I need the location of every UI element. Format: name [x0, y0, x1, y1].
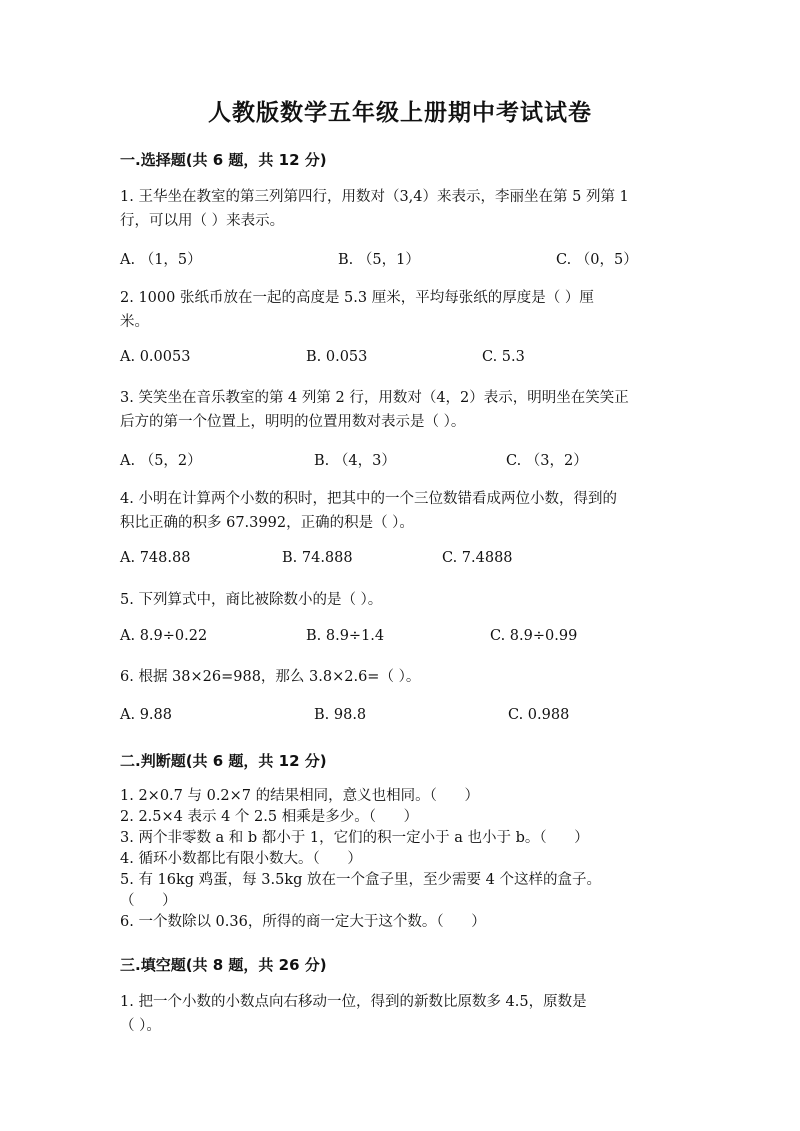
options-5: [120, 628, 680, 650]
question-3: [120, 386, 680, 434]
question-2: [120, 286, 680, 334]
list-item: 1. 2×0.7 与 0.2×7 的结果相同，意义也相同。（ ）: [120, 788, 480, 804]
question-text: 米。: [120, 314, 149, 330]
option-b: B. （5，1）: [338, 252, 420, 268]
section-heading-choice: 一.选择题(共 6 题，共 12 分): [120, 151, 327, 169]
list-item: 6. 一个数除以 0.36，所得的商一定大于这个数。（ ）: [120, 914, 486, 930]
options-3: [120, 449, 680, 471]
option-a: A. （5，2）: [120, 453, 202, 469]
question-text: 后方的第一个位置上，明明的位置用数对表示是（ ）。: [120, 414, 466, 430]
option-c: C. 5.3: [482, 349, 525, 365]
options-6: [120, 707, 680, 729]
section-heading-true-false: 二.判断题(共 6 题，共 12 分): [120, 752, 327, 770]
question-4: [120, 487, 680, 535]
question-text: （ ）。: [120, 1018, 161, 1034]
option-a: A. （1，5）: [120, 252, 202, 268]
option-b: B. （4，3）: [314, 453, 396, 469]
question-text: 1. 把一个小数的小数点向右移动一位，得到的新数比原数多 4.5，原数是: [120, 994, 587, 1010]
option-a: A. 748.88: [120, 550, 191, 566]
option-a: A. 9.88: [120, 707, 172, 723]
question-text: 5. 下列算式中，商比被除数小的是（ ）。: [120, 592, 383, 608]
option-b: B. 98.8: [314, 707, 367, 723]
option-b: B. 8.9÷1.4: [306, 628, 385, 644]
option-c: C. 8.9÷0.99: [490, 628, 578, 644]
question-text: 3. 笑笑坐在音乐教室的第 4 列第 2 行，用数对（4，2）表示，明明坐在笑笑正: [120, 390, 629, 406]
question-6: [120, 665, 680, 689]
question-text: 行，可以用（ ）来表示。: [120, 213, 285, 229]
options-4: [120, 550, 680, 572]
option-c: C. （3，2）: [506, 453, 588, 469]
question-text: 积比正确的积多 67.3992，正确的积是（ ）。: [120, 515, 414, 531]
question-5: [120, 588, 680, 612]
list-item: （ ）: [120, 893, 177, 909]
option-c: C. （0，5）: [556, 252, 638, 268]
section-heading-fill-blank: 三.填空题(共 8 题，共 26 分): [120, 956, 327, 974]
option-c: C. 7.4888: [442, 550, 513, 566]
question-1: [120, 185, 680, 233]
option-a: A. 8.9÷0.22: [120, 628, 208, 644]
list-item: 2. 2.5×4 表示 4 个 2.5 相乘是多少。（ ）: [120, 809, 419, 825]
option-b: B. 0.053: [306, 349, 368, 365]
question-text: 2. 1000 张纸币放在一起的高度是 5.3 厘米，平均每张纸的厚度是（ ）厘: [120, 290, 594, 306]
list-item: 3. 两个非零数 a 和 b 都小于 1，它们的积一定小于 a 也小于 b。（ ）: [120, 830, 589, 846]
list-item: 4. 循环小数都比有限小数大。（ ）: [120, 851, 362, 867]
question-text: 4. 小明在计算两个小数的积时，把其中的一个三位数错看成两位小数，得到的: [120, 491, 617, 507]
option-b: B. 74.888: [282, 550, 353, 566]
true-false-list: [120, 786, 680, 933]
option-a: A. 0.0053: [120, 349, 191, 365]
fill-question-1: [120, 990, 680, 1038]
option-c: C. 0.988: [508, 707, 570, 723]
options-2: [120, 349, 680, 371]
page-title: 人教版数学五年级上册期中考试试卷: [208, 100, 592, 126]
question-text: 6. 根据 38×26=988，那么 3.8×2.6=（ ）。: [120, 669, 421, 685]
question-text: 1. 王华坐在教室的第三列第四行，用数对（3,4）来表示，李丽坐在第 5 列第 1: [120, 189, 629, 205]
options-1: [120, 248, 680, 270]
list-item: 5. 有 16kg 鸡蛋，每 3.5kg 放在一个盒子里，至少需要 4 个这样的盒子。: [120, 872, 601, 888]
